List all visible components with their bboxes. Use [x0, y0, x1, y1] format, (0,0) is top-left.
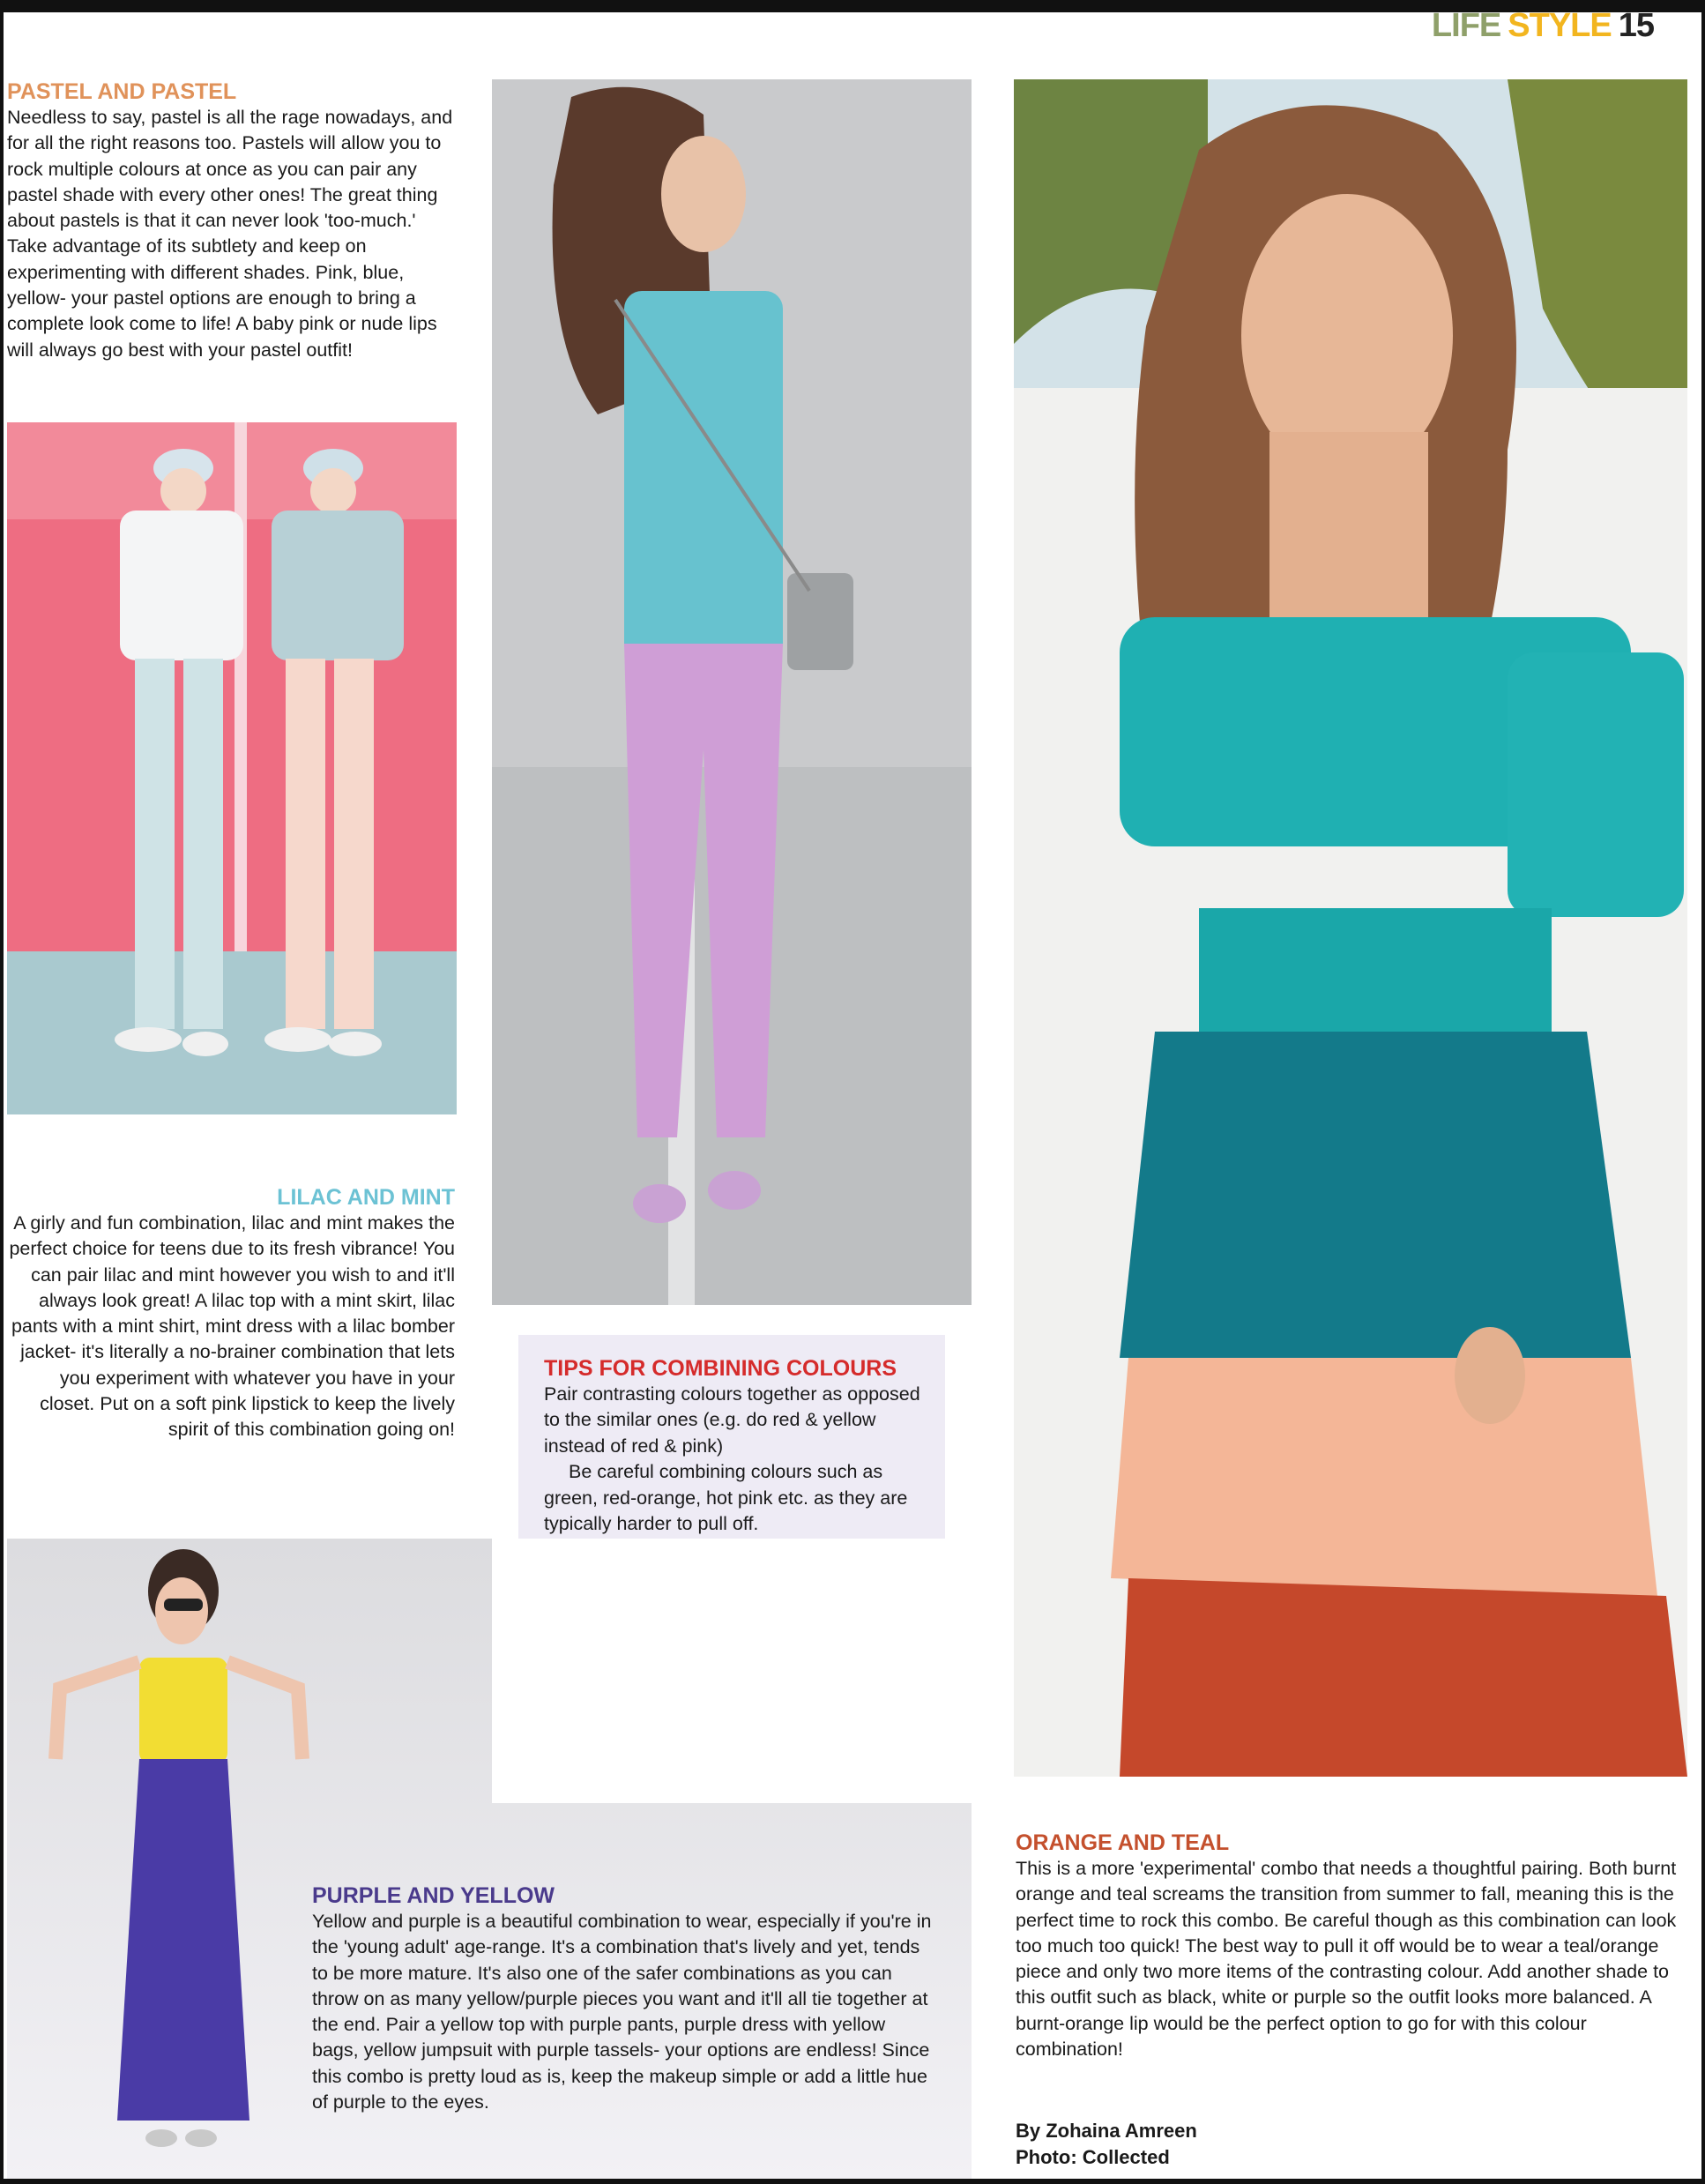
page-bottom-border — [0, 2179, 1705, 2184]
byline — [1016, 2118, 1197, 2171]
orange-body: This is a more 'experimental' combo that needs a thoughtful pairing. Both burnt orange and teal screams the transition from summer to fall, meaning this is the perfect time to rock this combo. Be careful though as this combination can look too much too quick! The best way to pull it off would be to wear a teal/orange piece and only two more items of the contrasting colour. Add another shade to this outfit such as black, white or purple so the outfit looks more balanced. A burnt-orange lip would be the perfect option to go for with this colour combination! — [1016, 1858, 1677, 2061]
masthead-style: STYLE — [1508, 7, 1612, 44]
photo-pastel-twins — [7, 422, 457, 1114]
photo-lilac-mint-girl — [492, 79, 972, 1305]
tips-paragraph-2: Be careful combining colours such as green, red-orange, hot pink etc. as they are typically harder to pull off. — [544, 1461, 908, 1535]
purple-section — [312, 1883, 934, 2115]
pastel-heading: PASTEL AND PASTEL — [7, 79, 237, 104]
tips-paragraph-1: Pair contrasting colours together as opposed to the similar ones (e.g. do red & yellow instead of red & pink) — [544, 1383, 920, 1457]
purple-heading: PURPLE AND YELLOW — [312, 1883, 555, 1908]
lilac-body: A girly and fun combination, lilac and mint makes the perfect choice for teens due to its fresh vibrance! You can pair lilac and mint however you wish to and it'll always look great! A lilac top with a mint skirt, lilac pants with a mint shirt, mint dress with a lilac bomber jacket- it's literally a no-brainer combination that lets you experiment with whatever you have in your closet. Put on a soft pink lipstick to keep the lively spirit of this combination going on! — [9, 1212, 455, 1441]
page-right-border — [1701, 0, 1705, 2184]
page-left-border — [0, 0, 4, 2184]
purple-body: Yellow and purple is a beautiful combination to wear, especially if you're in the 'young adult' age-range. It's a combination that's lively and yet, tends to be more mature. It's also one of the safer combinations as you can throw on as many yellow/purple pieces you want and it'll all tie together at the end. Pair a yellow top with purple pants, purple dress with yellow bags, yellow jumpsuit with purple tassels- your options are endless! Since this combo is pretty loud as is, keep the makeup simple or add a little hue of purple to the eyes. — [312, 1911, 932, 2113]
lilac-section — [9, 1185, 455, 1443]
lilac-heading: LILAC AND MINT — [277, 1185, 455, 1210]
page-number: 15 — [1618, 7, 1654, 44]
orange-heading: ORANGE AND TEAL — [1016, 1830, 1230, 1855]
orange-section — [1016, 1830, 1687, 2062]
tips-heading: TIPS FOR COMBINING COLOURS — [544, 1356, 897, 1381]
byline-photo-credit: Photo: Collected — [1016, 2146, 1170, 2168]
section-masthead — [1432, 7, 1654, 45]
pastel-section — [7, 79, 457, 363]
byline-author: By Zohaina Amreen — [1016, 2120, 1197, 2142]
photo-orange-teal-woman — [1014, 79, 1687, 1777]
pastel-body: Needless to say, pastel is all the rage nowadays, and for all the right reasons too. Pastels will allow you to rock multiple colours at once as you can pair any pastel shade with every other ones! The great thing about pastels is that it can never look 'too-much.' Take advantage of its subtlety and keep on experimenting with different shades. Pink, blue, yellow- your pastel options are enough to bring a complete look come to life! A baby pink or nude lips will always go best with your pastel outfit! — [7, 107, 453, 361]
masthead-life: LIFE — [1431, 7, 1501, 44]
